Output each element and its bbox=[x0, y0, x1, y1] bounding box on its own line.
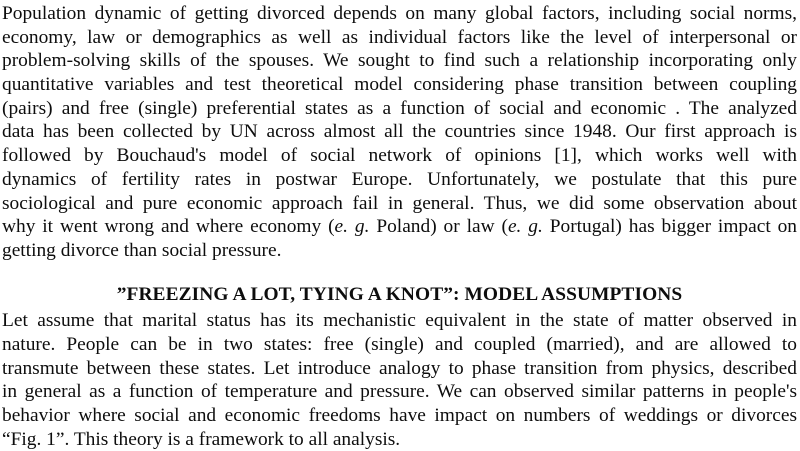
text-line: data has been collected by UN across almost all the countries since 1948. Our first approach is bbox=[2, 121, 797, 143]
text-line: behavior where social and economic freedoms have impact on numbers of weddings or divorces bbox=[2, 405, 797, 426]
text-line: followed by Bouchaud's model of social network of opinions [1], which works well with bbox=[2, 145, 797, 167]
text-segment: why it went wrong and where economy ( bbox=[2, 216, 335, 238]
model-assumptions-paragraph bbox=[2, 309, 797, 451]
text-segment: Poland) or law ( bbox=[369, 216, 508, 238]
text-line: economy, law or demographics as well as individual factors like the level of interpersonal or bbox=[2, 26, 797, 48]
text-line: dynamics of fertility rates in postwar Europe. Unfortunately, we postulate that this pure bbox=[2, 168, 797, 190]
text-line: (pairs) and free (single) preferential states as a function of social and economic . The analyzed bbox=[2, 97, 797, 119]
text-line: Population dynamic of getting divorced depends on many global factors, including social norms, bbox=[2, 3, 797, 24]
section-heading: ”FREEZING A LOT, TYING A KNOT”: MODEL ASSUMPTIONS bbox=[116, 283, 683, 305]
italic-abbreviation: e. g. bbox=[507, 216, 543, 238]
paragraph-last-line: getting divorce than social pressure. bbox=[2, 239, 282, 261]
text-line: nature. People can be in two states: free (single) and coupled (married), and are allowed to bbox=[2, 333, 797, 355]
text-line: quantitative variables and test theoretical model considering phase transition between coupling bbox=[2, 74, 797, 96]
text-line: problem-solving skills of the spouses. We sought to find such a relationship incorporating only bbox=[2, 50, 797, 72]
text-line: Let assume that marital status has its mechanistic equivalent in the state of matter observed in bbox=[2, 310, 797, 332]
italic-abbreviation: e. g. bbox=[334, 216, 370, 238]
text-line: transmute between these states. Let introduce analogy to phase transition from physics, described bbox=[2, 357, 797, 379]
intro-paragraph bbox=[2, 2, 797, 263]
paragraph-last-line: “Fig. 1”. This theory is a framework to all analysis. bbox=[2, 428, 401, 450]
text-line-with-italics bbox=[2, 215, 797, 239]
text-segment: Portugal) has bigger impact on bbox=[542, 216, 797, 238]
text-line: in general as a function of temperature and pressure. We can observed similar patterns in people's bbox=[2, 381, 797, 403]
text-line: sociological and pure economic approach fail in general. Thus, we did some observation about bbox=[2, 192, 797, 214]
